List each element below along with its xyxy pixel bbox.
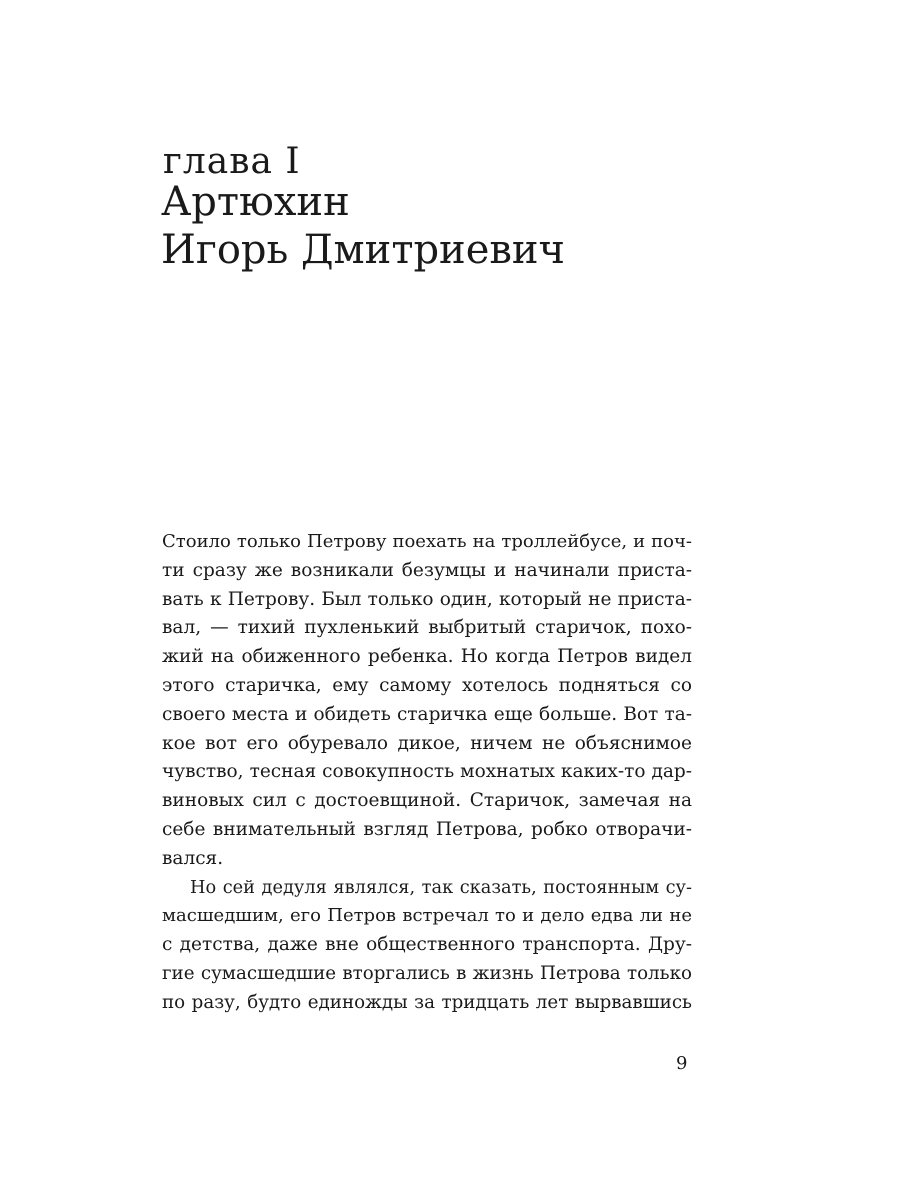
body-text — [162, 528, 692, 1018]
text-line: виновых сил с достоевщиной. Старичок, замечая на — [162, 790, 692, 812]
text-line: гие сумасшедшие вторгались в жизнь Петрова только — [162, 962, 692, 984]
text-line: чувство, тесная совокупность мохнатых каких-то дар- — [162, 761, 692, 783]
text-line: с детства, даже вне общественного транспорта. Дру- — [162, 934, 692, 956]
text-line: себе внимательный взгляд Петрова, робко отворачи- — [162, 818, 692, 840]
text-line: вал, — тихий пухленький выбритый старичок, похо- — [162, 617, 692, 639]
text-line: по разу, будто единожды за тридцать лет вырвавшись — [162, 991, 692, 1013]
text-line: этого старичка, ему самому хотелось подняться со — [162, 674, 692, 696]
text-line: Стоило только Петрову поехать на троллейбусе, и поч- — [162, 531, 692, 552]
chapter-label: глава I — [163, 141, 301, 182]
text-line: вать к Петрову. Был только один, который не приста- — [162, 588, 692, 610]
text-line: жий на обиженного ребенка. Но когда Петров видел — [162, 646, 692, 668]
chapter-title-line: Игорь Дмитриевич — [161, 227, 566, 273]
text-line: кое вот его обуревало дикое, ничем не объяснимое — [162, 732, 692, 754]
chapter-title-line: Артюхин — [161, 179, 350, 225]
text-line: Но сей дедуля являлся, так сказать, постоянным су- — [190, 877, 692, 898]
text-line: масшедшим, его Петров встречал то и дело едва ли не — [162, 905, 692, 927]
chapter-title — [161, 178, 565, 274]
text-line: ти сразу же возникали безумцы и начинали приста- — [162, 559, 692, 581]
text-line: своего места и обидеть старичка еще больше. Вот та- — [162, 703, 692, 725]
page-number: 9 — [676, 1053, 688, 1074]
text-line: вался. — [162, 847, 224, 869]
